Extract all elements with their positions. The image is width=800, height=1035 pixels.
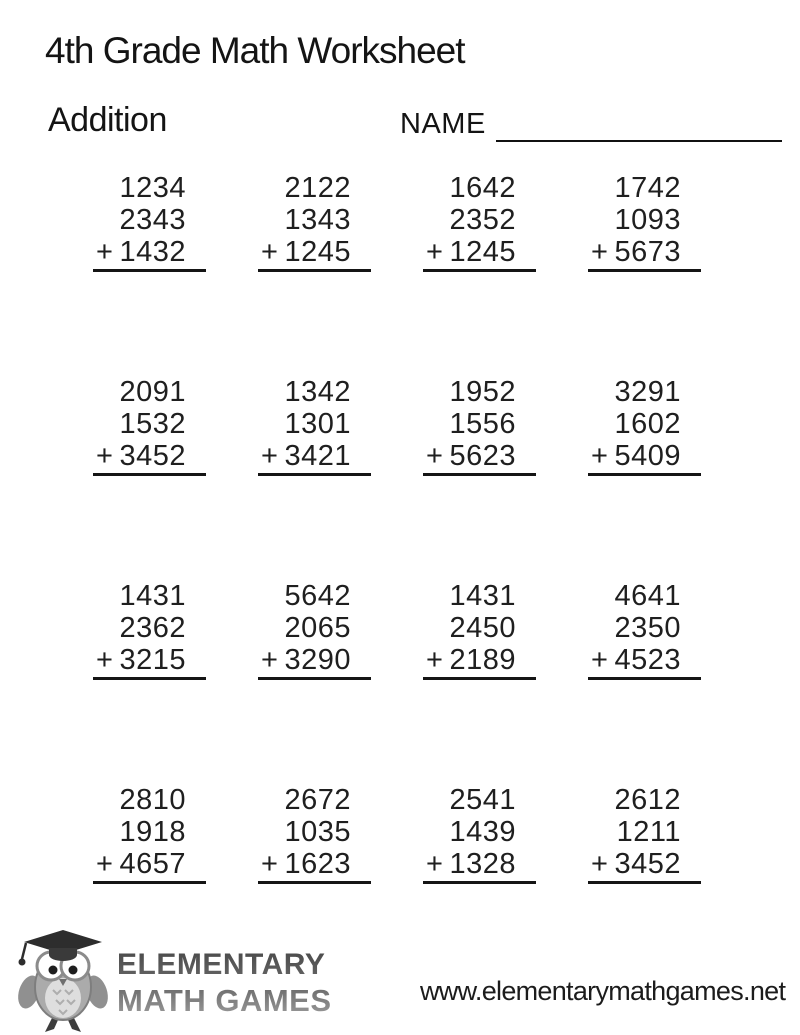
plus-sign: + — [96, 440, 113, 472]
plus-sign: + — [261, 644, 278, 676]
plus-sign: + — [426, 644, 443, 676]
addend: 1602 — [614, 408, 681, 440]
section-title: Addition — [48, 101, 167, 139]
addend: 5673 — [614, 236, 681, 268]
plus-sign: + — [591, 848, 608, 880]
addition-problem-13 — [93, 784, 206, 884]
addend: 5409 — [614, 440, 681, 472]
plus-sign: + — [261, 848, 278, 880]
addend: 1952 — [449, 376, 516, 408]
addend: 1035 — [284, 816, 351, 848]
addend: 3421 — [284, 440, 351, 472]
addend: 2810 — [119, 784, 186, 816]
logo-text-line2: MATH GAMES — [117, 983, 332, 1018]
addend: 1642 — [449, 172, 516, 204]
addition-problem-6 — [258, 376, 371, 476]
addition-problem-10 — [258, 580, 371, 680]
addend: 5623 — [449, 440, 516, 472]
addition-problem-4 — [588, 172, 701, 272]
plus-sign: + — [591, 644, 608, 676]
addend: 2065 — [284, 612, 351, 644]
addend: 2122 — [284, 172, 351, 204]
addend: 1328 — [449, 848, 516, 880]
addend: 1439 — [449, 816, 516, 848]
plus-sign: + — [261, 440, 278, 472]
addend: 3290 — [284, 644, 351, 676]
plus-sign: + — [591, 440, 608, 472]
addition-problem-7 — [423, 376, 536, 476]
name-row — [400, 106, 782, 142]
plus-sign: + — [591, 236, 608, 268]
addend: 3215 — [119, 644, 186, 676]
plus-sign: + — [96, 848, 113, 880]
addend: 2352 — [449, 204, 516, 236]
plus-sign: + — [96, 236, 113, 268]
addend: 2189 — [449, 644, 516, 676]
addend: 2450 — [449, 612, 516, 644]
addend: 3452 — [614, 848, 681, 880]
addend: 1301 — [284, 408, 351, 440]
addend: 1431 — [449, 580, 516, 612]
addend: 2343 — [119, 204, 186, 236]
addend: 4641 — [614, 580, 681, 612]
addend: 1211 — [616, 816, 681, 848]
addend: 1245 — [284, 236, 351, 268]
addend: 1234 — [119, 172, 186, 204]
addition-problem-15 — [423, 784, 536, 884]
logo-wordmark — [117, 947, 332, 1019]
page-title: 4th Grade Math Worksheet — [45, 30, 465, 71]
addend: 1532 — [119, 408, 186, 440]
addend: 4657 — [119, 848, 186, 880]
addend: 2350 — [614, 612, 681, 644]
addend: 2362 — [119, 612, 186, 644]
addition-problem-16 — [588, 784, 701, 884]
addend: 1623 — [284, 848, 351, 880]
addend: 1432 — [119, 236, 186, 268]
problems-grid — [93, 172, 701, 884]
addend: 2541 — [449, 784, 516, 816]
addend: 1918 — [119, 816, 186, 848]
plus-sign: + — [96, 644, 113, 676]
addend: 1093 — [614, 204, 681, 236]
name-blank-line — [496, 108, 782, 142]
website-url: www.elementarymathgames.net — [420, 976, 786, 1006]
addend: 3452 — [119, 440, 186, 472]
addition-problem-1 — [93, 172, 206, 272]
plus-sign: + — [426, 440, 443, 472]
addend: 1742 — [614, 172, 681, 204]
addition-problem-2 — [258, 172, 371, 272]
addend: 2612 — [614, 784, 681, 816]
addition-problem-3 — [423, 172, 536, 272]
addend: 2091 — [119, 376, 186, 408]
addition-problem-11 — [423, 580, 536, 680]
logo-text-line1: ELEMENTARY — [117, 948, 326, 981]
addend: 3291 — [614, 376, 681, 408]
plus-sign: + — [426, 848, 443, 880]
addend: 4523 — [614, 644, 681, 676]
addend: 5642 — [284, 580, 351, 612]
plus-sign: + — [426, 236, 443, 268]
name-label: NAME — [400, 108, 486, 140]
addition-problem-8 — [588, 376, 701, 476]
addend: 2672 — [284, 784, 351, 816]
addition-problem-12 — [588, 580, 701, 680]
addend: 1343 — [284, 204, 351, 236]
addend: 1556 — [449, 408, 516, 440]
addition-problem-9 — [93, 580, 206, 680]
addition-problem-14 — [258, 784, 371, 884]
plus-sign: + — [261, 236, 278, 268]
owl-graduation-cap-icon — [12, 926, 116, 1034]
addend: 1431 — [119, 580, 186, 612]
addition-problem-5 — [93, 376, 206, 476]
addend: 1245 — [449, 236, 516, 268]
addend: 1342 — [284, 376, 351, 408]
